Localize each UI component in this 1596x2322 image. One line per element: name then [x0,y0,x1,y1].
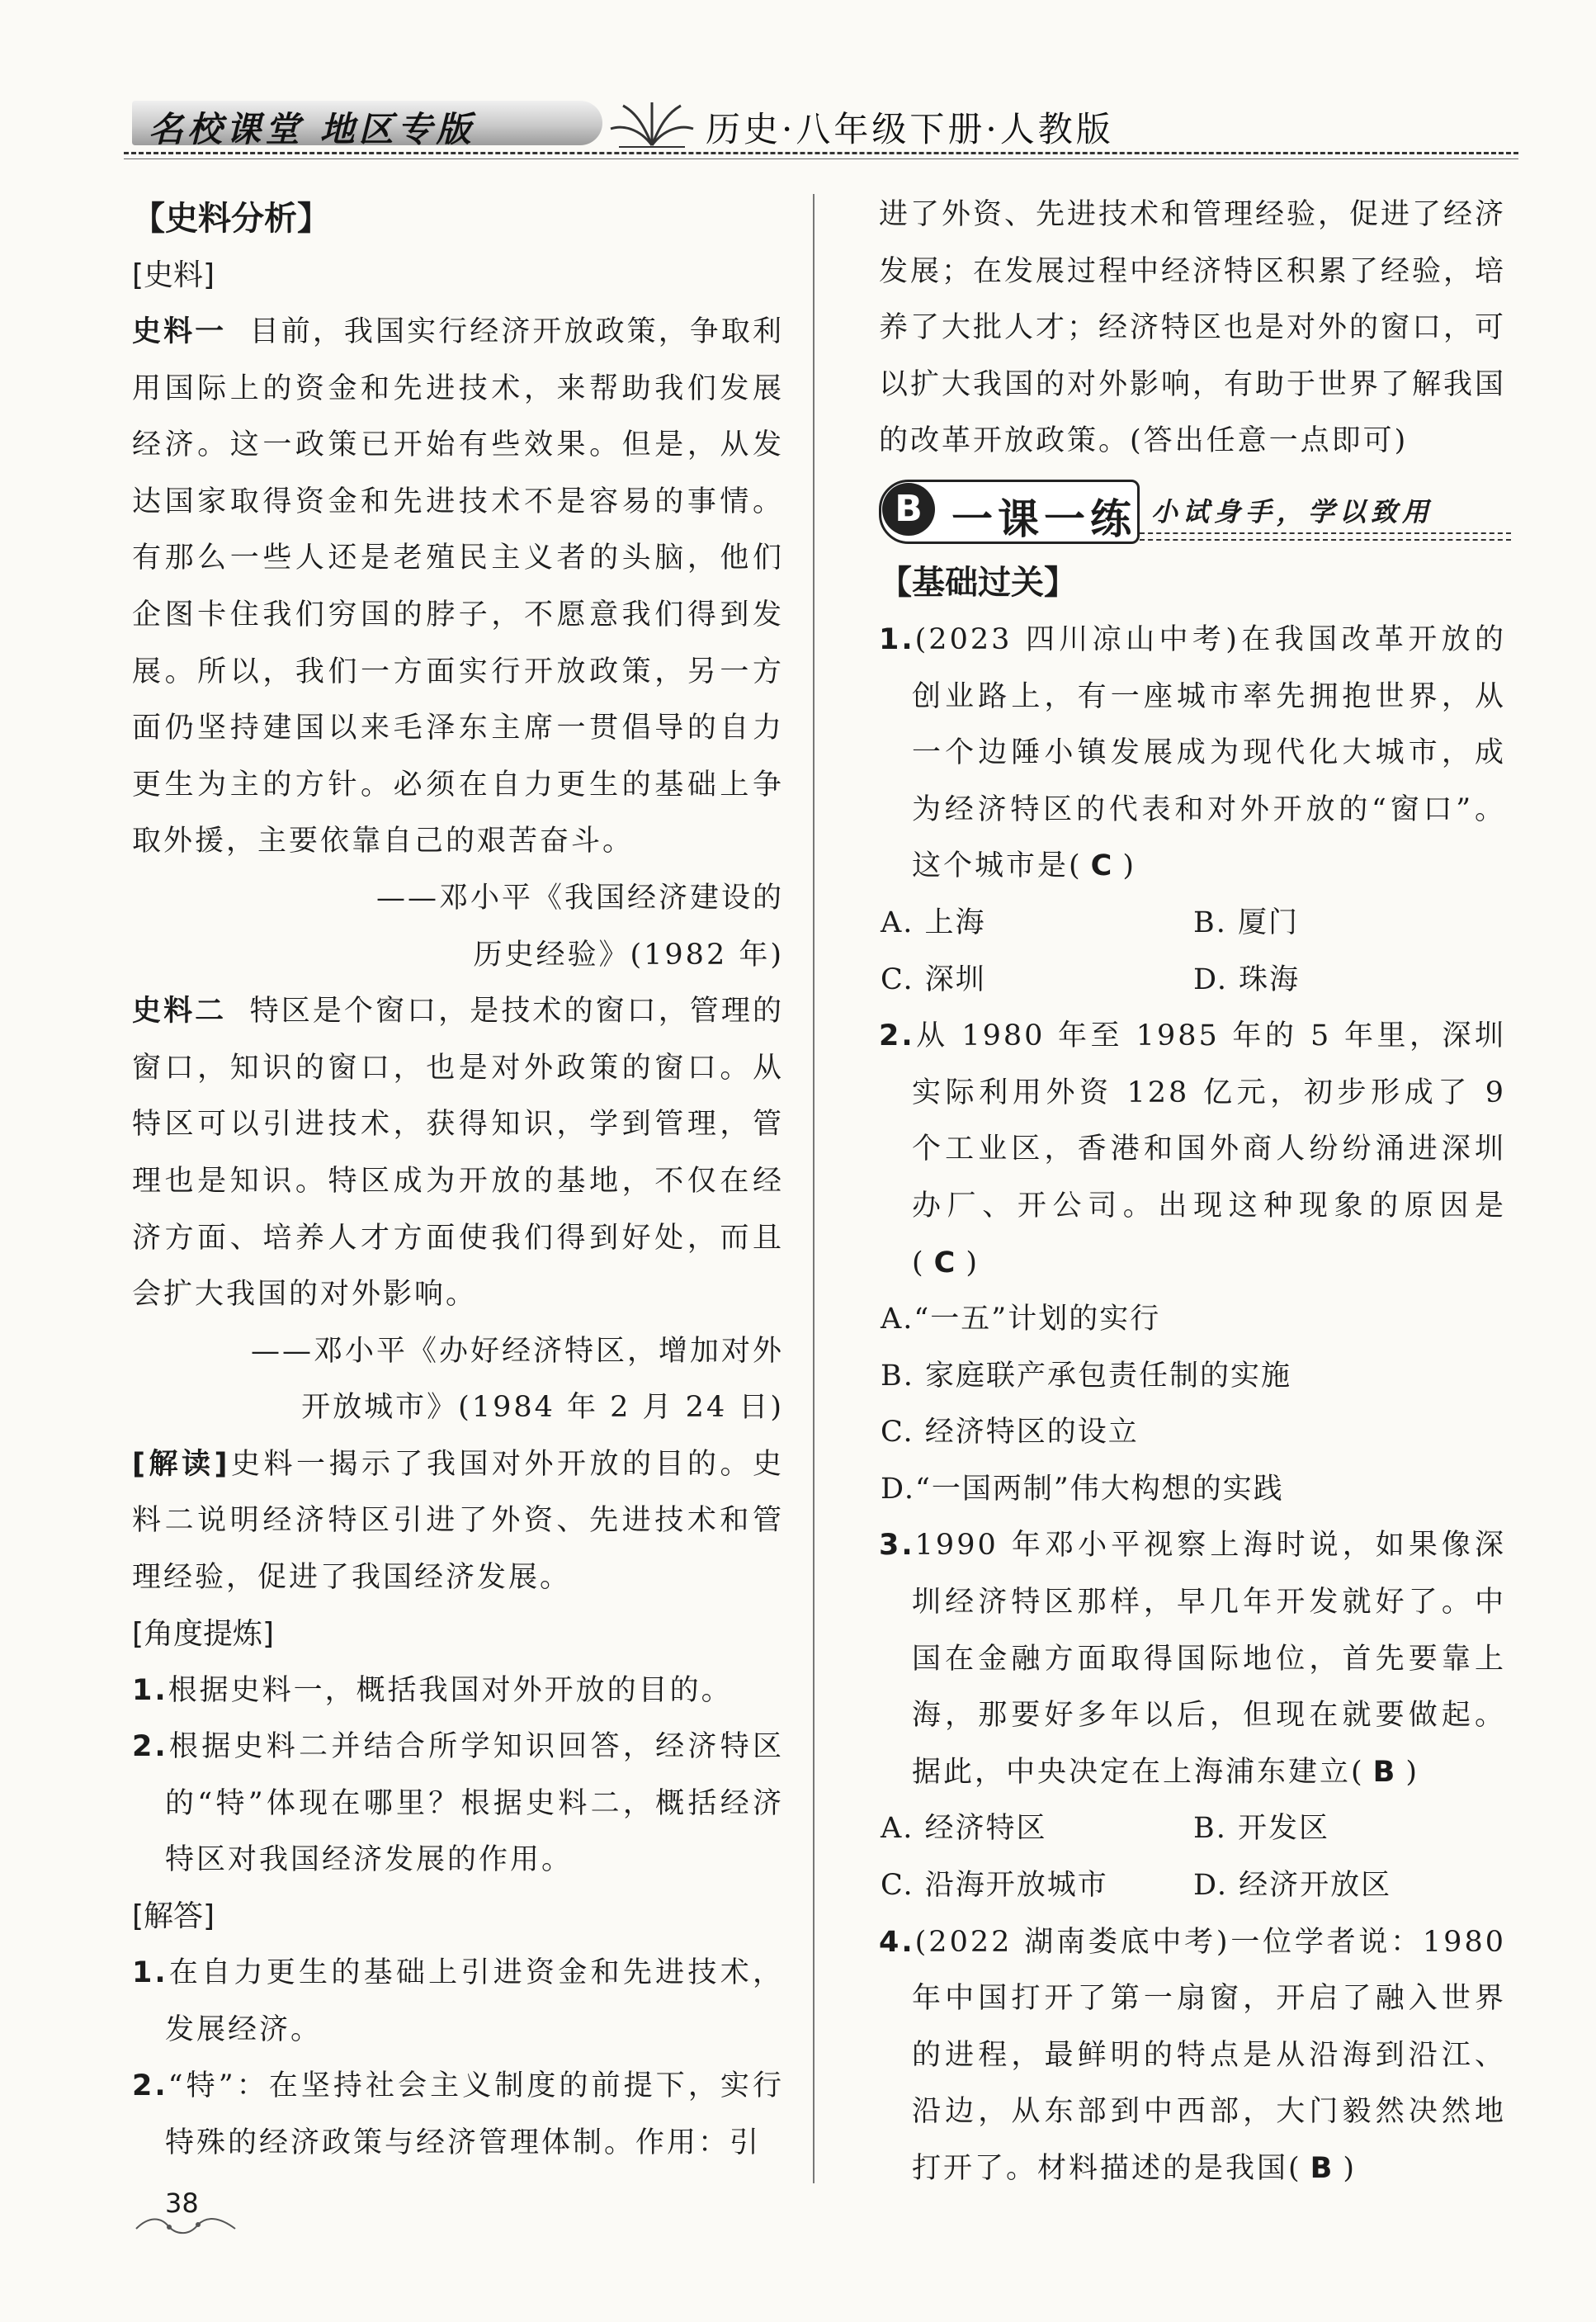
banner-underline-2 [1140,539,1511,541]
angle-item-2-text: 根据史料二并结合所学知识回答，经济特区的“特”体现在哪里？根据史料二，概括经济特区对我国经济发展的作用。 [165,1730,784,1877]
column-divider [813,194,815,2183]
answer-item-2-text: “特”：在坚持社会主义制度的前提下，实行特殊的经济政策与经济管理体制。作用：引 [165,2069,784,2159]
question-1-options-row-2 [879,952,1506,1009]
section-title-source-analysis: 【史料分析】 [132,200,330,238]
source-one-text: 目前，我国实行经济开放政策，争取利用国际上的资金和先进技术，来帮助我们发展经济。这一政策已开始有些效果。但是，从发达国家取得资金和先进技术不是容易的事情。有那么一些人还是老殖民主义者的头脑，他们企图卡住我们穷国的脖子，不愿意我们得到发展。所以，我们一方面实行开放政策，另一方面仍坚持建国以来毛泽东主席一贯倡导的自力更生为主的方针。必须在自力更生的基础上争取外援，主要依靠自己的艰苦奋斗。 [132,315,784,858]
banner-title: 一课一练 [951,494,1136,543]
question-2 [879,1008,1506,1291]
source-one [132,304,784,870]
question-3-num: 3. [879,1529,915,1563]
source-two-citation-1: ——邓小平《办好经济特区，增加对外 [250,1334,784,1368]
right-column [879,187,1506,2197]
banner-letter-icon: B [882,483,935,536]
leaf-ornament-icon [607,96,697,154]
question-3-options-row-2 [879,1857,1506,1914]
source-two-citation-2: 开放城市》(1984 年 2 月 24 日) [301,1391,784,1425]
question-1-num: 1. [879,622,915,656]
question-3-close: ) [1405,1755,1419,1789]
sources-label: [史料] [132,258,215,292]
question-3-options-row-1 [879,1800,1506,1857]
source-two-label: 史料二 [132,995,227,1029]
question-3-option-b: B. 开发区 [1193,1812,1329,1846]
question-3-answer: B [1372,1755,1398,1789]
question-3-option-a: A. 经济特区 [881,1812,1047,1846]
basic-title: 【基础过关】 [879,563,1077,602]
source-one-label: 史料一 [132,315,227,348]
question-4 [879,1914,1506,2197]
interpretation-label: [解读] [132,1447,230,1481]
question-1-option-a: A. 上海 [881,906,986,939]
question-2-answer: C [933,1246,958,1279]
question-1-answer: C [1090,849,1115,883]
question-4-answer: B [1310,2152,1335,2185]
question-2-option-d: D.“一国两制”伟大构想的实践 [881,1472,1284,1506]
banner-subtitle: 小试身手，学以致用 [1151,495,1434,527]
question-3-stem: 1990 年邓小平视察上海时说，如果像深圳经济特区那样，早几年开发就好了。中国在金融方面取得国际地位，首先要靠上海，那要好多年以后，但现在就要做起。据此，中央决定在上海浦东建立( [912,1529,1506,1789]
question-2-option-b: B. 家庭联产承包责任制的实施 [881,1359,1291,1393]
left-column [132,190,784,2171]
question-3-option-c: C. 沿海开放城市 [881,1869,1108,1903]
answer-item-2-num: 2. [132,2069,168,2103]
page-number: 38 [165,2187,199,2219]
answer-item-2 [132,2058,784,2171]
banner-underline [1140,532,1511,534]
question-4-num: 4. [879,1925,915,1959]
interpretation [132,1436,784,1606]
angle-item-2 [132,1719,784,1889]
header-divider [124,152,1518,154]
subject-title: 历史·八年级下册·人教版 [706,109,1114,149]
question-2-option-c: C. 经济特区的设立 [881,1416,1139,1449]
question-4-close: ) [1343,2152,1357,2185]
footer-flourish-icon [132,2212,239,2237]
brand-title: 名校课堂 地区专版 [149,109,475,149]
source-two [132,983,784,1323]
question-1-option-c: C. 深圳 [881,962,986,996]
question-3-option-d: D. 经济开放区 [1193,1869,1392,1903]
question-2-num: 2. [879,1019,915,1053]
source-two-text: 特区是个窗口，是技术的窗口，管理的窗口，知识的窗口，也是对外政策的窗口。从特区可以引进技术，获得知识，学到管理，管理也是知识。特区成为开放的基地，不仅在经济方面、培养人才方面使我们得到好处，而且会扩大我国的对外影响。 [132,995,784,1312]
question-1-option-d: D. 珠海 [1193,962,1301,996]
angle-label: [角度提炼] [132,1616,275,1651]
answer-item-1-text: 在自力更生的基础上引进资金和先进技术，发展经济。 [165,1956,784,2046]
question-2-close: ) [966,1246,980,1279]
question-1-stem: (2023 四川凉山中考)在我国改革开放的创业路上，有一座城市率先拥抱世界，从一个边陲小镇发展成为现代化大城市，成为经济特区的代表和对外开放的“窗口”。这个城市是( [912,622,1506,883]
answer-item-1 [132,1945,784,2058]
source-one-citation-1: ——邓小平《我国经济建设的 [375,881,784,915]
angle-item-2-num: 2. [132,1730,168,1764]
answer-label: [解答] [132,1899,215,1934]
page-header [124,91,1510,157]
angle-item-1-num: 1. [132,1673,168,1707]
practice-banner [879,475,1506,549]
interpretation-text: 史料一揭示了我国对外开放的目的。史料二说明经济特区引进了外资、先进技术和管理经验，促进了我国经济发展。 [132,1447,784,1595]
question-2-option-a: A.“一五”计划的实行 [881,1303,1161,1336]
answer-item-1-num: 1. [132,1956,168,1990]
question-1-option-b: B. 厦门 [1193,906,1299,939]
question-2-stem: 从 1980 年至 1985 年的 5 年里，深圳实际利用外资 128 亿元，初步形成了 9 个工业区，香港和国外商人纷纷涌进深圳办厂、开公司。出现这种现象的原因是( [912,1019,1506,1279]
source-one-citation-2: 历史经验》(1982 年) [473,938,784,972]
header-divider-thin [124,158,1518,159]
question-4-stem: (2022 湖南娄底中考)一位学者说：1980 年中国打开了第一扇窗，开启了融入世界的进程，最鲜明的特点是从沿海到沿江、沿边，从东部到中西部，大门毅然决然地打开了。材料描述的是我国( [912,1925,1506,2185]
question-1-close: ) [1122,849,1136,883]
angle-item-1-text: 根据史料一，概括我国对外开放的目的。 [168,1673,733,1707]
angle-item-1 [132,1662,784,1719]
question-1 [879,612,1506,895]
answer-continued: 进了外资、先进技术和管理经验，促进了经济发展；在发展过程中经济特区积累了经验，培养了大批人才；经济特区也是对外的窗口，可以扩大我国的对外影响，有助于世界了解我国的改革开放政策。(答出任意一点即可) [879,198,1507,458]
question-1-options-row-1 [879,895,1506,952]
question-3 [879,1517,1506,1800]
